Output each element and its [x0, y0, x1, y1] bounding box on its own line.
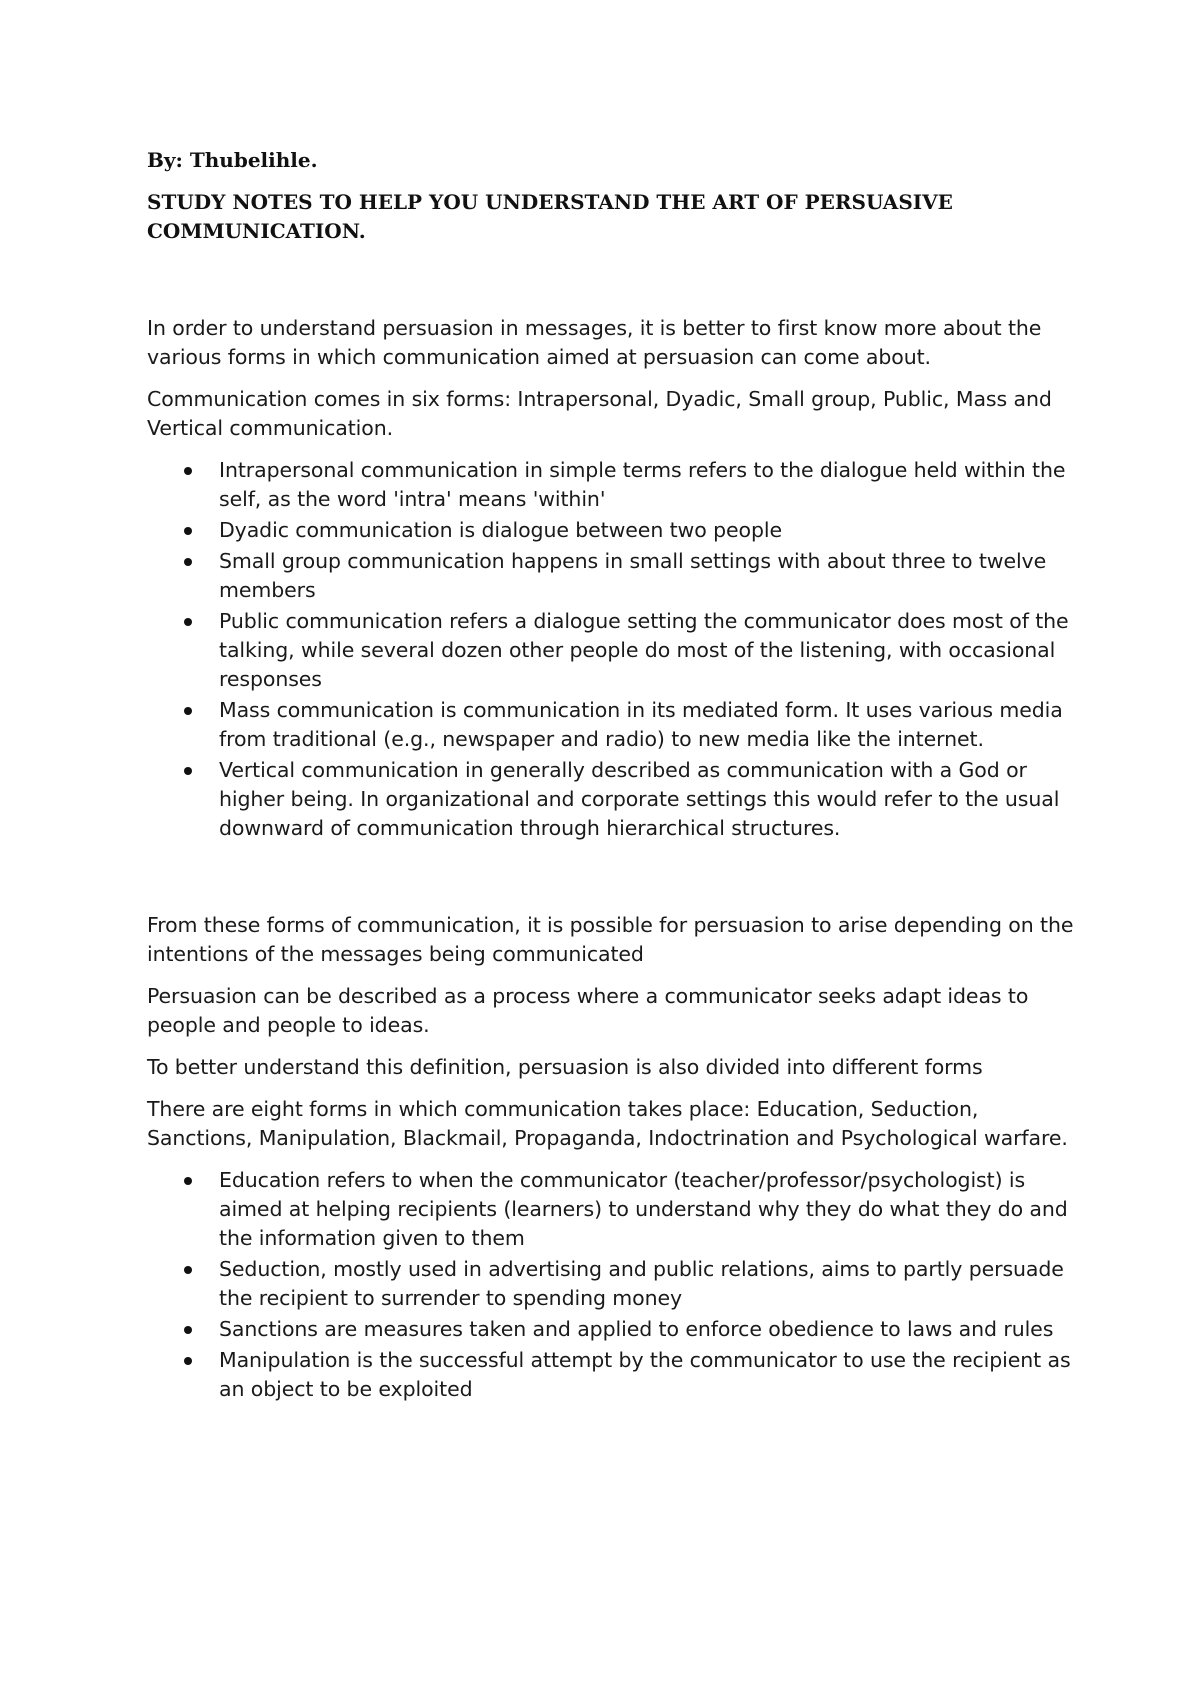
bullet-icon — [184, 1266, 192, 1274]
list-item — [147, 516, 1077, 545]
bullet-icon — [184, 467, 192, 475]
bullet-icon — [184, 618, 192, 626]
bullet-icon — [184, 707, 192, 715]
list-item-text: Small group communication happens in small settings with about three to twelve members — [219, 549, 1047, 602]
list-item — [147, 1315, 1077, 1344]
author-line: By: Thubelihle. — [147, 148, 318, 172]
list-item — [147, 456, 1077, 514]
list-item-text: Mass communication is communication in its mediated form. It uses various media from traditional (e.g., newspaper and radio) to new media like the internet. — [219, 698, 1063, 751]
bullet-icon — [184, 1326, 192, 1334]
list-item — [147, 1346, 1077, 1404]
bullet-icon — [184, 767, 192, 775]
intro-paragraph: In order to understand persuasion in messages, it is better to first know more about the various forms in which communication aimed at persuasion can come about. — [147, 316, 1042, 369]
list-item — [147, 756, 1077, 843]
list-item-text: Vertical communication in generally described as communication with a God or higher being. In organizational and corporate settings this would refer to the usual downward of communication through hierarchical structures. — [219, 758, 1060, 840]
list-item — [147, 1166, 1077, 1253]
list-item-text: Intrapersonal communication in simple terms refers to the dialogue held within the self, as the word 'intra' means 'within' — [219, 458, 1066, 511]
body-paragraph: Persuasion can be described as a process where a communicator seeks adapt ideas to people and people to ideas. — [147, 984, 1029, 1037]
document-body — [147, 146, 1077, 1406]
list-item-text: Public communication refers a dialogue setting the communicator does most of the talking, while several dozen other people do most of the listening, with occasional responses — [219, 609, 1069, 691]
bullet-icon — [184, 527, 192, 535]
list-item — [147, 696, 1077, 754]
body-paragraph: To better understand this definition, persuasion is also divided into different forms — [147, 1055, 983, 1079]
list-item-text: Manipulation is the successful attempt by the communicator to use the recipient as an object to be exploited — [219, 1348, 1071, 1401]
document-title: STUDY NOTES TO HELP YOU UNDERSTAND THE ART OF PERSUASIVE COMMUNICATION. — [147, 190, 953, 243]
bullet-icon — [184, 1357, 192, 1365]
list-item-text: Sanctions are measures taken and applied to enforce obedience to laws and rules — [219, 1317, 1054, 1341]
bullet-icon — [184, 558, 192, 566]
list-item-text: Dyadic communication is dialogue between two people — [219, 518, 782, 542]
persuasion-forms-list — [147, 1166, 1077, 1404]
body-paragraph: From these forms of communication, it is possible for persuasion to arise depending on the intentions of the messages being communicated — [147, 913, 1074, 966]
list-item — [147, 607, 1077, 694]
list-item — [147, 1255, 1077, 1313]
body-paragraph: There are eight forms in which communication takes place: Education, Seduction, Sanctions, Manipulation, Blackmail, Propaganda, Indoctrination and Psychological warfare. — [147, 1097, 1068, 1150]
list-item-text: Seduction, mostly used in advertising and public relations, aims to partly persuade the recipient to surrender to spending money — [219, 1257, 1064, 1310]
list-item — [147, 547, 1077, 605]
communication-forms-list — [147, 456, 1077, 843]
bullet-icon — [184, 1177, 192, 1185]
intro-paragraph: Communication comes in six forms: Intrapersonal, Dyadic, Small group, Public, Mass and Vertical communication. — [147, 387, 1052, 440]
list-item-text: Education refers to when the communicator (teacher/professor/psychologist) is aimed at helping recipients (learners) to understand why they do what they do and the information given to them — [219, 1168, 1068, 1250]
